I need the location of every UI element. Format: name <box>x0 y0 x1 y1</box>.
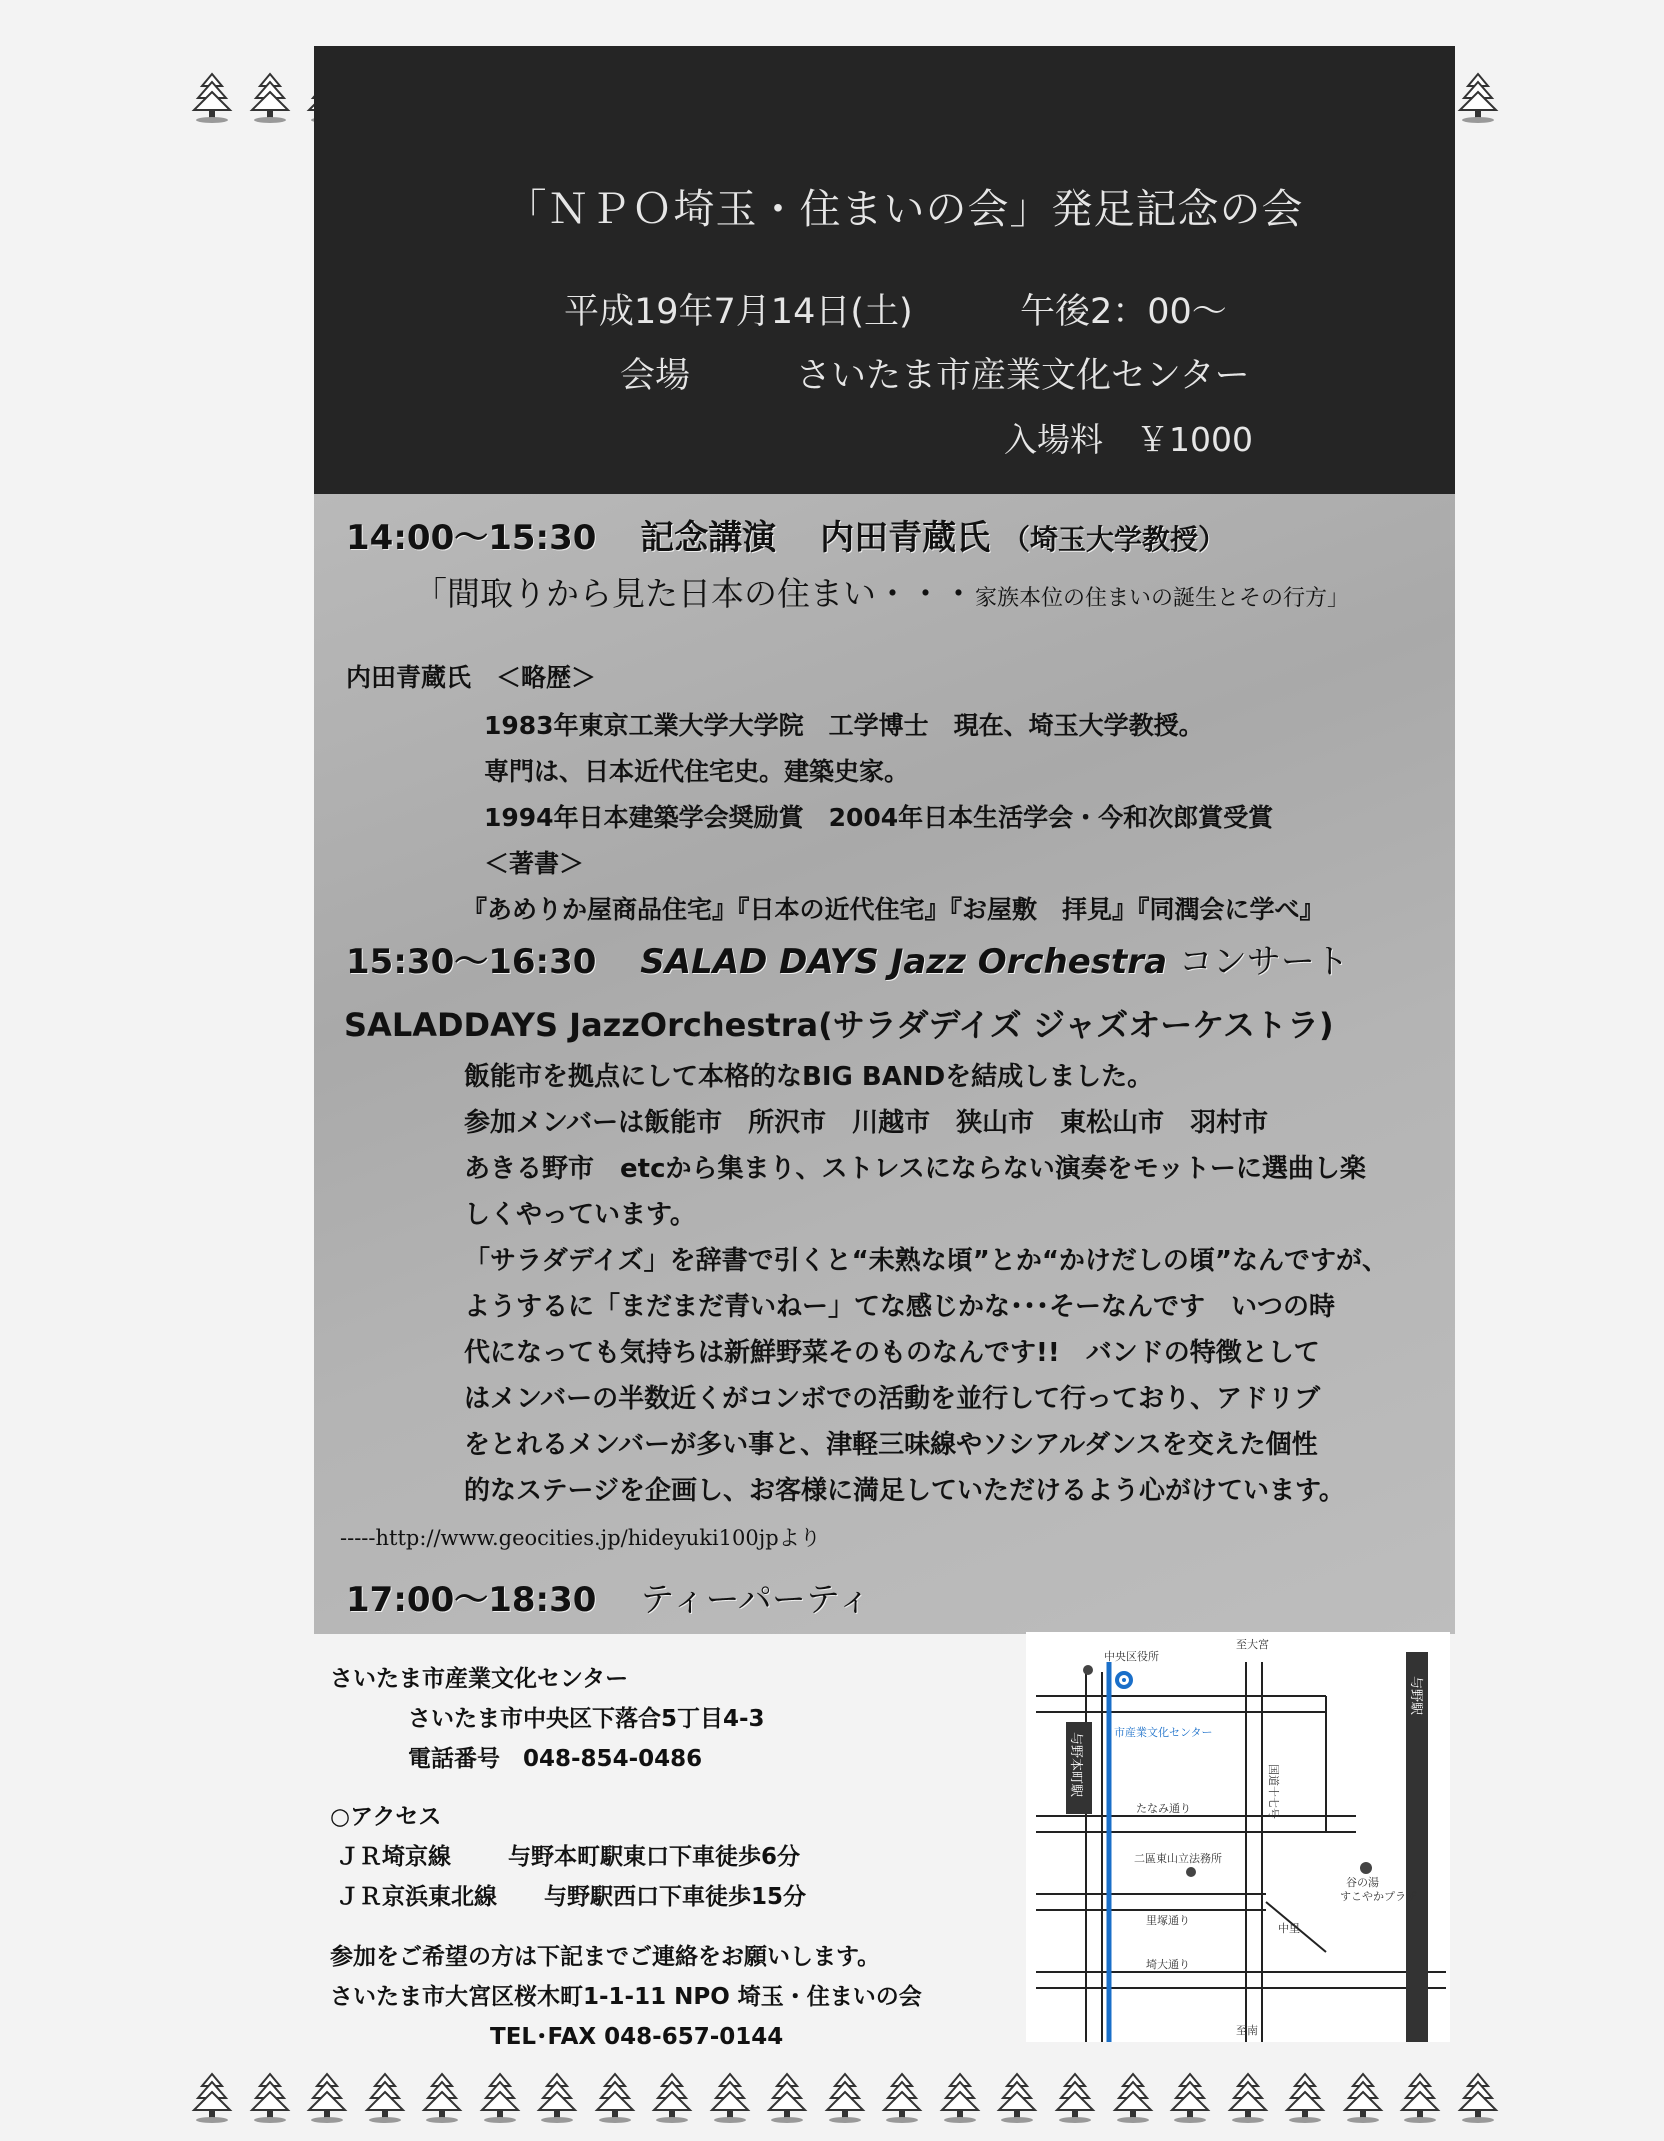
event-time: 午後2：00～ <box>1020 292 1227 332</box>
map-label-bottom: 至南 <box>1236 2024 1258 2037</box>
band-desc-line: 参加メンバーは飯能市 所沢市 川越市 狭山市 東松山市 羽村市 <box>464 1108 1269 1138</box>
tree-icon <box>823 2072 867 2124</box>
tree-icon <box>880 2072 924 2124</box>
map-label-venue: 市産業文化センター <box>1114 1726 1213 1739</box>
map-label-city-office: 中央区役所 <box>1104 1650 1159 1663</box>
contact-tel: TEL･FAX 048-657-0144 <box>490 2024 784 2050</box>
tree-icon <box>1456 72 1500 124</box>
access-line-detail: 与野本町駅東口下車徒歩6分 <box>508 1844 801 1870</box>
info-phone: 電話番号 048-854-0486 <box>408 1746 703 1772</box>
info-address: さいたま市中央区下落合5丁目4-3 <box>408 1706 765 1732</box>
contact-note: 参加をご希望の方は下記までご連絡をお願いします。 <box>330 1944 881 1970</box>
map-label-tanami: たなみ通り <box>1136 1802 1191 1815</box>
map-label-higashi: 里塚通り <box>1146 1914 1190 1927</box>
source-link[interactable]: -----http://www.geocities.jp/hideyuki100jpより <box>340 1526 821 1550</box>
tree-icon <box>1456 2072 1500 2124</box>
tree-icon <box>1053 2072 1097 2124</box>
map-svg <box>1026 1632 1450 2042</box>
band-desc-line: 的なステージを企画し、お客様に満足していただけるよう心がけています。 <box>464 1476 1345 1506</box>
access-line-detail: 与野駅西口下車徒歩15分 <box>544 1884 807 1910</box>
tree-icon <box>363 2072 407 2124</box>
profile-books: 『あめりか屋商品住宅』『日本の近代住宅』『お屋敷 拝見』『同潤会に学べ』 <box>462 895 1325 924</box>
tree-icon <box>650 2072 694 2124</box>
party-label: ティーパーティ <box>640 1580 872 1620</box>
map-label-route17: 国道十七号 <box>1267 1764 1280 1819</box>
map-label-plaza: すこやかプラザ <box>1340 1890 1417 1903</box>
lecture-title <box>414 568 1349 615</box>
concert-label: コンサート <box>1178 942 1349 982</box>
band-desc-line: 飯能市を拠点にして本格的なBIG BANDを結成しました。 <box>464 1062 1154 1092</box>
venue-info <box>330 1660 990 2060</box>
lecture-line <box>346 510 1226 559</box>
band-desc-line: ようするに「まだまだ青いねー」てな感じかな･･･そーなんです いつの時 <box>464 1292 1336 1322</box>
band-desc-line: はメンバーの半数近くがコンボでの活動を並行して行っており、アドリブ <box>464 1384 1321 1414</box>
map-label-yonohonmachi-station: 与野本町駅 <box>1068 1732 1083 1798</box>
lecture-speaker-title: （埼玉大学教授） <box>1001 523 1226 556</box>
party-line <box>346 1572 871 1621</box>
school-icon <box>1186 1867 1196 1877</box>
tree-icon <box>593 2072 637 2124</box>
contact-address: さいたま市大宮区桜木町1-1-11 NPO 埼玉・住まいの会 <box>330 1984 922 2010</box>
band-desc-line: あきる野市 etcから集まり、ストレスにならない演奏をモットーに選曲し楽 <box>464 1154 1366 1184</box>
event-header <box>314 46 1455 494</box>
profile-line: 1983年東京工業大学大学院 工学博士 現在、埼玉大学教授。 <box>484 711 1204 740</box>
map-label-yono-station: 与野駅 <box>1408 1676 1423 1716</box>
tree-icon <box>248 2072 292 2124</box>
tree-icon <box>1341 2072 1385 2124</box>
tree-icon <box>535 2072 579 2124</box>
map-label-saidai: 埼大通り <box>1146 1958 1190 1971</box>
profile-line: 1994年日本建築学会奨励賞 2004年日本生活学会・今和次郎賞受賞 <box>484 803 1274 832</box>
map-label-school: 二區東山立法務所 <box>1134 1852 1222 1865</box>
tree-icon <box>478 2072 522 2124</box>
tree-icon <box>190 2072 234 2124</box>
tree-icon <box>1168 2072 1212 2124</box>
band-desc-line: をとれるメンバーが多い事と、津軽三味線やソシアルダンスを交えた個性 <box>464 1430 1318 1460</box>
tree-icon <box>190 72 234 124</box>
tree-icon <box>938 2072 982 2124</box>
band-desc-line: 「サラダデイズ」を辞書で引くと“未熟な頃”とか“かけだしの頃”なんですが、 <box>464 1246 1389 1276</box>
lecture-speaker: 内田青蔵氏 <box>820 518 991 558</box>
tree-icon <box>248 72 292 124</box>
tree-icon <box>1111 2072 1155 2124</box>
lecture-title-sub: 家族本位の住まいの誕生とその行方」 <box>975 586 1350 611</box>
info-venue-name: さいたま市産業文化センター <box>330 1666 629 1692</box>
program-section <box>314 494 1455 1634</box>
access-line-name: ＪＲ埼京線 <box>336 1844 451 1870</box>
lecture-title-main: 「間取りから見た日本の住まい・・・ <box>414 574 975 613</box>
venue-name: さいたま市産業文化センター <box>796 356 1250 396</box>
map-label-top-street: 至大宮 <box>1236 1638 1269 1651</box>
onsen-icon <box>1360 1862 1372 1874</box>
access-line-name: ＪＲ京浜東北線 <box>336 1884 497 1910</box>
event-date: 平成19年7月14日(土) <box>564 292 913 332</box>
tree-icon <box>995 2072 1039 2124</box>
venue-label: 会場 <box>620 356 691 396</box>
profile-line: 専門は、日本近代住宅史。建築史家。 <box>484 757 910 786</box>
access-map <box>1026 1632 1450 2042</box>
tree-icon <box>708 2072 752 2124</box>
party-time: 17:00～18:30 <box>346 1580 597 1620</box>
band-desc-line: しくやっています。 <box>464 1200 696 1230</box>
city-office-icon <box>1083 1665 1093 1675</box>
lecture-heading: 記念講演 <box>640 518 777 558</box>
access-heading: ○アクセス <box>330 1804 442 1830</box>
tree-icon <box>1398 2072 1442 2124</box>
entrance-fee: 入場料 ￥1000 <box>1004 420 1253 459</box>
concert-band: SALAD DAYS Jazz Orchestra <box>640 942 1168 982</box>
map-label-chuo: 中里 <box>1278 1922 1300 1935</box>
tree-icon <box>420 2072 464 2124</box>
tree-border-bottom <box>190 2072 1500 2124</box>
tree-icon <box>765 2072 809 2124</box>
profile-heading: 内田青蔵氏 ＜略歴＞ <box>346 663 597 692</box>
map-label-onsen: 谷の湯 <box>1346 1876 1379 1889</box>
band-heading: SALADDAYS JazzOrchestra(サラダデイズ ジャズオーケストラ) <box>344 1006 1334 1044</box>
profile-books-heading: ＜著書＞ <box>484 849 585 878</box>
tree-icon <box>305 2072 349 2124</box>
tree-icon <box>1226 2072 1270 2124</box>
concert-time: 15:30～16:30 <box>346 942 597 982</box>
band-desc-line: 代になっても気持ちは新鮮野菜そのものなんです!! バンドの特徴として <box>464 1338 1320 1368</box>
event-title: 「ＮＰＯ埼玉・住まいの会」発足記念の会 <box>505 185 1304 233</box>
lecture-time: 14:00～15:30 <box>346 518 597 558</box>
tree-icon <box>1283 2072 1327 2124</box>
concert-line <box>346 934 1349 983</box>
